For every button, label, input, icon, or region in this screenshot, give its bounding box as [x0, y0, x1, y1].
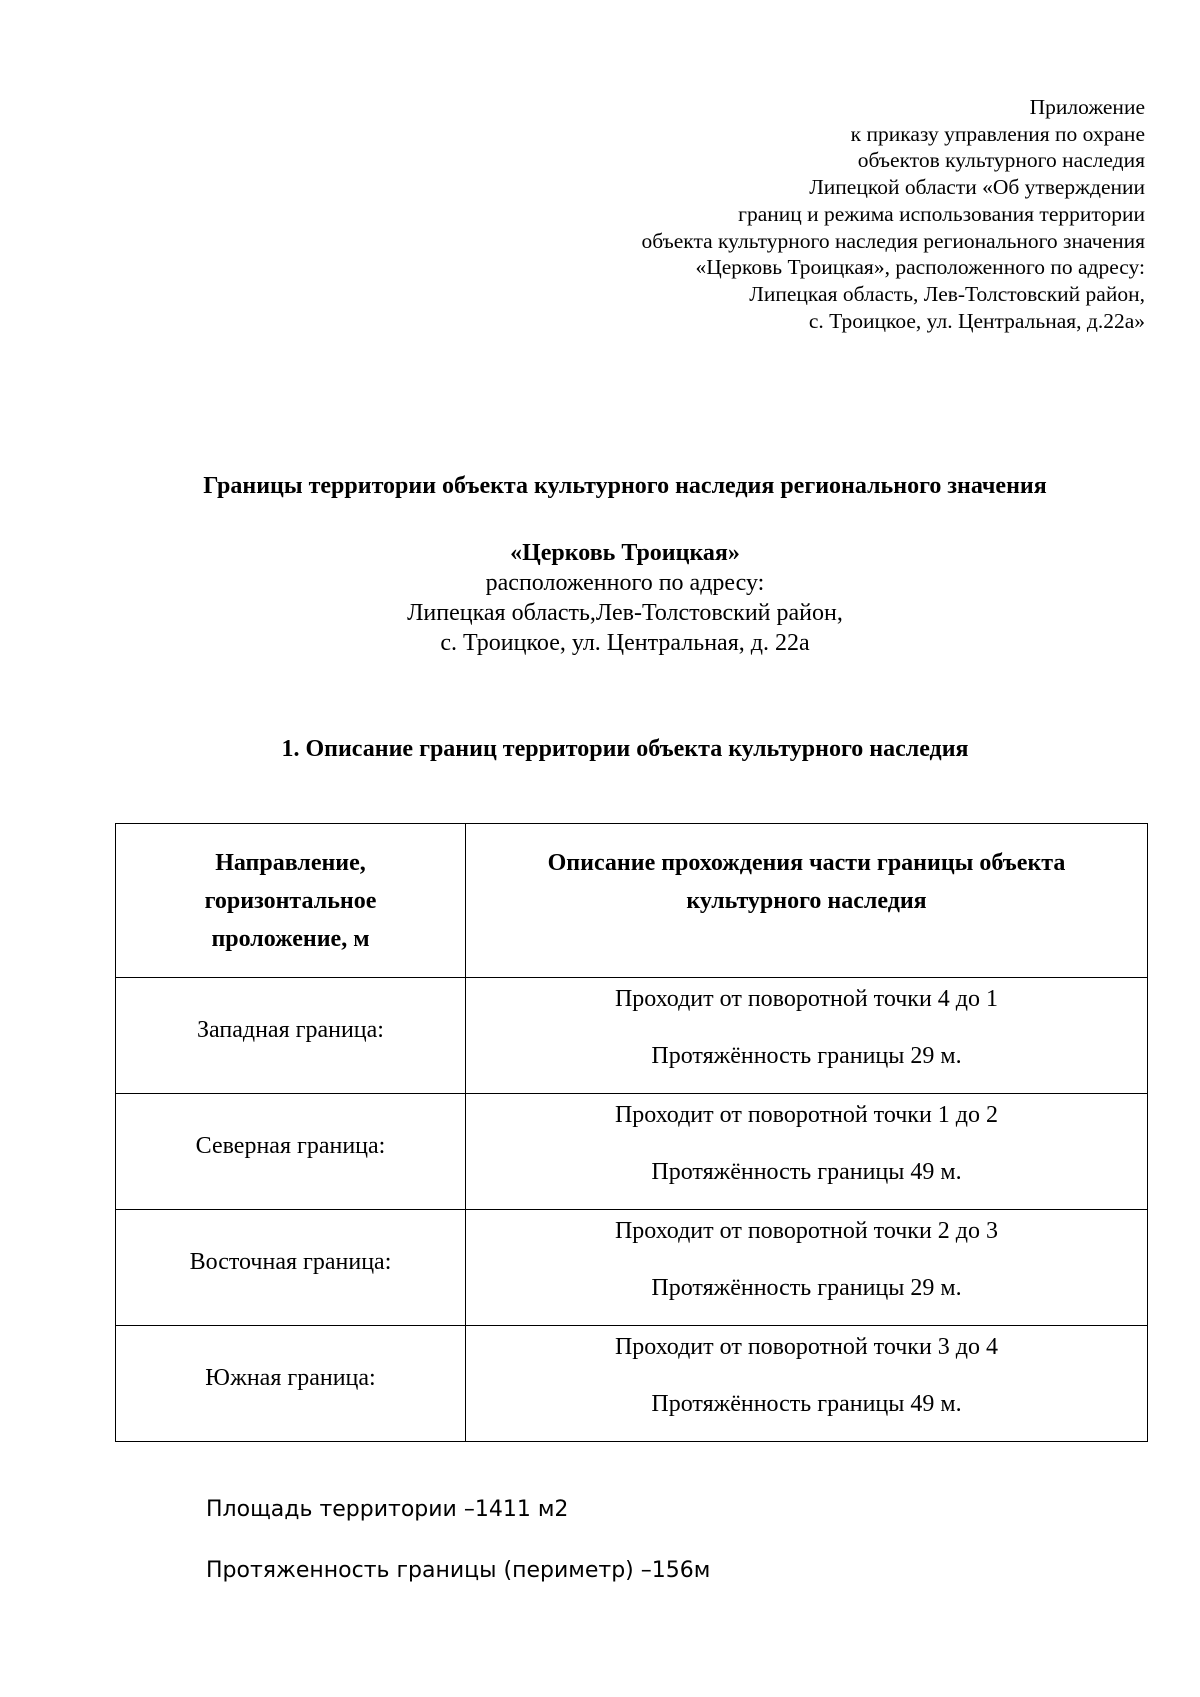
perimeter-text: Протяженность границы (периметр) –156м — [206, 1558, 711, 1583]
summary-block — [206, 1495, 710, 1586]
appendix-line: Липецкая область, Лев-Толстовский район, — [749, 281, 1145, 306]
object-info — [100, 538, 1150, 658]
appendix-line: «Церковь Троицкая», расположенного по адресу: — [695, 255, 1145, 280]
table-row — [116, 1210, 1148, 1326]
direction-cell: Северная граница: — [116, 1094, 466, 1210]
direction-cell: Западная граница: — [116, 978, 466, 1094]
table-header-row — [116, 824, 1148, 978]
description-cell: Проходит от поворотной точки 1 до 2 Протяжённость границы 49 м. — [466, 1094, 1148, 1210]
table-row — [116, 1326, 1148, 1442]
object-name: «Церковь Троицкая» — [510, 540, 740, 566]
description-cell: Проходит от поворотной точки 3 до 4 Протяжённость границы 49 м. — [466, 1326, 1148, 1442]
appendix-line: границ и режима использования территории — [738, 201, 1145, 226]
header-direction: Направление, горизонтальное проложение, м — [116, 824, 466, 978]
appendix-header — [425, 94, 1145, 334]
description-cell: Проходит от поворотной точки 4 до 1 Протяжённость границы 29 м. — [466, 978, 1148, 1094]
appendix-line: с. Троицкое, ул. Центральная, д.22а» — [808, 308, 1145, 333]
appendix-line: Липецкой области «Об утверждении — [809, 175, 1145, 200]
appendix-line: Приложение — [1029, 95, 1145, 119]
table-row — [116, 978, 1148, 1094]
appendix-line: к приказу управления по охране — [850, 121, 1145, 146]
direction-cell: Южная граница: — [116, 1326, 466, 1442]
appendix-line: объекта культурного наследия регионального значения — [641, 228, 1145, 253]
section-title: 1. Описание границ территории объекта культурного наследия — [281, 736, 969, 762]
address-intro: расположенного по адресу: — [485, 570, 765, 596]
appendix-line: объектов культурного наследия — [857, 148, 1145, 173]
description-cell: Проходит от поворотной точки 2 до 3 Протяжённость границы 29 м. — [466, 1210, 1148, 1326]
direction-cell: Восточная граница: — [116, 1210, 466, 1326]
document-title: Границы территории объекта культурного наследия регионального значения — [203, 473, 1047, 499]
table-row — [116, 1094, 1148, 1210]
header-description: Описание прохождения части границы объекта культурного наследия — [466, 824, 1148, 978]
address-line: с. Троицкое, ул. Центральная, д. 22а — [440, 630, 810, 656]
boundaries-table — [115, 823, 1148, 1442]
address-line: Липецкая область,Лев-Толстовский район, — [407, 600, 843, 626]
area-text: Площадь территории –1411 м2 — [206, 1497, 569, 1522]
